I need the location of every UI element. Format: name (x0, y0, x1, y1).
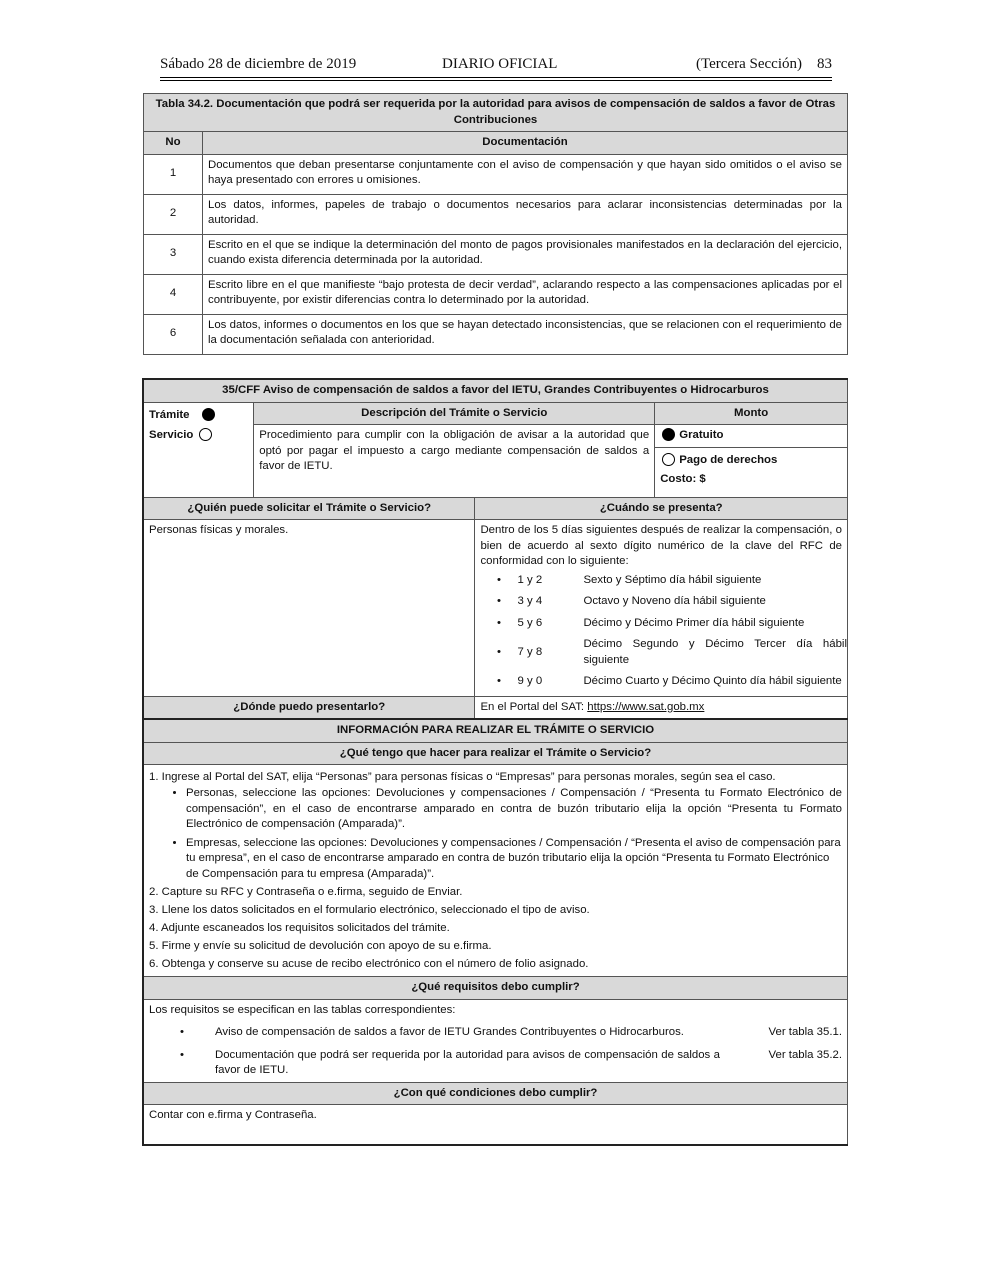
schedule-day: Sexto y Séptimo día hábil siguiente (583, 573, 762, 586)
column-header-documentation: Documentación (203, 132, 848, 155)
filled-circle-icon (202, 408, 215, 421)
list-item: • 3 y 4 Octavo y Noveno día hábil siguiente (480, 591, 847, 613)
filled-circle-icon (662, 428, 675, 441)
req-item-text: Documentación que podrá ser requerida por la autoridad para avisos de compensación de saldos a favor de IETU. (215, 1048, 720, 1076)
servicio-label: Servicio (149, 428, 194, 441)
header-journal: DIARIO OFICIAL (442, 56, 558, 72)
header-rule-secondary (160, 80, 832, 81)
costo-label: Costo: $ (660, 472, 706, 485)
donde-header: ¿Dónde puedo presentarlo? (143, 696, 475, 719)
step-2: 2. Capture su RFC y Contraseña o e.firma, seguido de Enviar. (149, 886, 463, 898)
header-page: 83 (817, 56, 832, 72)
table-row (144, 274, 848, 314)
donde-cell (475, 696, 848, 719)
req-header: ¿Qué requisitos debo cumplir? (143, 977, 848, 1000)
row-number: 6 (144, 314, 203, 354)
schedule-digits: 5 y 6 (517, 616, 543, 629)
schedule-day: Décimo Cuarto y Décimo Quinto día hábil siguiente (583, 675, 842, 687)
list-item: • Aviso de compensación de saldos a favor de IETU Grandes Contribuyentes o Hidrocarburos. Ver tabla 35.1. (149, 1025, 842, 1041)
info-header: INFORMACIÓN PARA REALIZAR EL TRÁMITE O SERVICIO (143, 719, 848, 742)
requirements-cell (143, 999, 848, 1082)
sat-portal-link[interactable]: https://www.sat.gob.mx (587, 700, 705, 713)
schedule-day: Décimo Segundo y Décimo Tercer día hábil siguiente (583, 638, 847, 666)
row-text: Escrito en el que se indique la determinación del monto de pagos provisionales manifestados en la declaración del ejercicio, cuando exista diferencia determinada por la autoridad. (203, 234, 848, 274)
schedule-digits: 3 y 4 (517, 595, 543, 607)
gratuito-label: Gratuito (679, 429, 724, 441)
ficha-35-cff (142, 378, 848, 1146)
description-text: Procedimiento para cumplir con la obligación de avisar a la autoridad que optó por pagar el impuesto a cargo mediante compensación de saldos a favor de IETU. (254, 425, 655, 498)
step-1: 1. Ingrese al Portal del SAT, elija “Personas” para personas físicas o “Empresas” para personas morales, según sea el caso. (149, 771, 776, 783)
row-number: 3 (144, 234, 203, 274)
schedule-digits: 9 y 0 (517, 675, 543, 687)
empty-circle-icon (199, 428, 212, 441)
req-item-ref: Ver tabla 35.2. (768, 1048, 842, 1061)
req-item-ref: Ver tabla 35.1. (768, 1026, 842, 1038)
list-item: • 5 y 6 Décimo y Décimo Primer día hábil siguiente (480, 613, 847, 635)
list-item: • 7 y 8 Décimo Segundo y Décimo Tercer día hábil siguiente (480, 634, 847, 671)
row-text: Escrito libre en el que manifieste “bajo protesta de decir verdad”, aclarando respecto a las compensaciones aplicadas por el contribuyente, por existir diferencias contra lo determinado por la autoridad. (203, 274, 848, 314)
step-5: 5. Firme y envíe su solicitud de devolución con apoyo de su e.firma. (149, 940, 492, 952)
que-header: ¿Qué tengo que hacer para realizar el Trámite o Servicio? (143, 742, 848, 765)
pago-option (655, 447, 848, 497)
table-row (144, 314, 848, 354)
step-4: 4. Adjunte escaneados los requisitos solicitados del trámite. (149, 922, 450, 934)
cuando-header: ¿Cuándo se presenta? (475, 497, 848, 520)
header-date: Sábado 28 de diciembre de 2019 (160, 56, 357, 72)
header-section: (Tercera Sección) (696, 56, 802, 72)
cond-header: ¿Con qué condiciones debo cumplir? (143, 1082, 848, 1105)
table-row (144, 154, 848, 194)
header-section-page (696, 56, 832, 73)
tramite-servicio-cell (143, 402, 254, 497)
table-title: Tabla 34.2. Documentación que podrá ser requerida por la autoridad para avisos de compensación de saldos a favor de Otras Contribuciones (144, 94, 848, 132)
pago-label: Pago de derechos (679, 453, 778, 466)
table-row (144, 234, 848, 274)
row-text: Los datos, informes, papeles de trabajo o documentos necesarios para aclarar inconsistencias determinadas por la autoridad. (203, 194, 848, 234)
description-header: Descripción del Trámite o Servicio (254, 402, 655, 425)
quien-text: Personas físicas y morales. (143, 520, 475, 697)
page-header (160, 56, 832, 81)
ficha-title: 35/CFF Aviso de compensación de saldos a favor del IETU, Grandes Contribuyentes o Hidrocarburos (143, 379, 848, 402)
req-item-text: Aviso de compensación de saldos a favor de IETU Grandes Contribuyentes o Hidrocarburos. (215, 1026, 684, 1038)
steps-cell (143, 765, 848, 977)
list-item: • 9 y 0 Décimo Cuarto y Décimo Quinto día hábil siguiente (480, 671, 847, 693)
cond-text: Contar con e.firma y Contraseña. (143, 1105, 848, 1145)
cuando-intro: Dentro de los 5 días siguientes después de realizar la compensación, o bien de acuerdo al sexto dígito numérico de la clave del RFC de conformidad con lo siguiente: (480, 524, 842, 567)
req-intro: Los requisitos se especifican en las tablas correspondientes: (149, 1003, 456, 1016)
empty-circle-icon (662, 453, 675, 466)
row-number: 1 (144, 154, 203, 194)
schedule-day: Décimo y Décimo Primer día hábil siguiente (583, 616, 805, 629)
tramite-label: Trámite (149, 408, 190, 421)
schedule-digits: 1 y 2 (517, 573, 543, 586)
table-row (144, 194, 848, 234)
list-item: • 1 y 2 Sexto y Séptimo día hábil siguiente (480, 570, 847, 592)
list-item: • Documentación que podrá ser requerida por la autoridad para avisos de compensación de saldos a favor de IETU. Ver tabla 35.2. (149, 1048, 842, 1079)
donde-prefix: En el Portal del SAT: (480, 700, 588, 713)
step-1-bullet-personas: • Personas, seleccione las opciones: Devoluciones y compensaciones / Compensación / “Presenta tu Formato Electrónico de compensación”, en el caso de encontrarse amparado en contra de buzón tributario elija la opción “Presenta tu Formato Electrónico de compensación (Amparada)”. (186, 786, 842, 833)
monto-header: Monto (655, 402, 848, 425)
header-rule (160, 77, 832, 78)
step-6: 6. Obtenga y conserve su acuse de recibo electrónico con el número de folio asignado. (149, 958, 589, 970)
gratuito-option (655, 425, 848, 448)
row-number: 2 (144, 194, 203, 234)
row-text: Los datos, informes o documentos en los que se hayan detectado inconsistencias, que se relacionen con el requerimiento de la documentación señalada con anterioridad. (203, 314, 848, 354)
table-34-2 (143, 93, 848, 355)
row-text: Documentos que deban presentarse conjuntamente con el aviso de compensación y que hayan sido omitidos o el aviso se haya presentado con errores u omisiones. (203, 154, 848, 194)
step-3: 3. Llene los datos solicitados en el formulario electrónico, seleccionado el tipo de aviso. (149, 904, 590, 916)
cuando-cell (475, 520, 848, 697)
schedule-day: Octavo y Noveno día hábil siguiente (583, 595, 766, 607)
column-header-no: No (144, 132, 203, 155)
quien-header: ¿Quién puede solicitar el Trámite o Servicio? (143, 497, 475, 520)
rfc-schedule (480, 570, 847, 693)
schedule-digits: 7 y 8 (517, 645, 543, 658)
step-1-bullet-empresas: • Empresas, seleccione las opciones: Devoluciones y compensaciones / Compensación / “Presenta el aviso de compensación para tu empresa”, en el caso de encontrarse amparado en contra de buzón tributario elija la opción “Presenta tu Formato Electrónico de Compensación para tu empresa (Amparada)”. (186, 836, 842, 883)
row-number: 4 (144, 274, 203, 314)
